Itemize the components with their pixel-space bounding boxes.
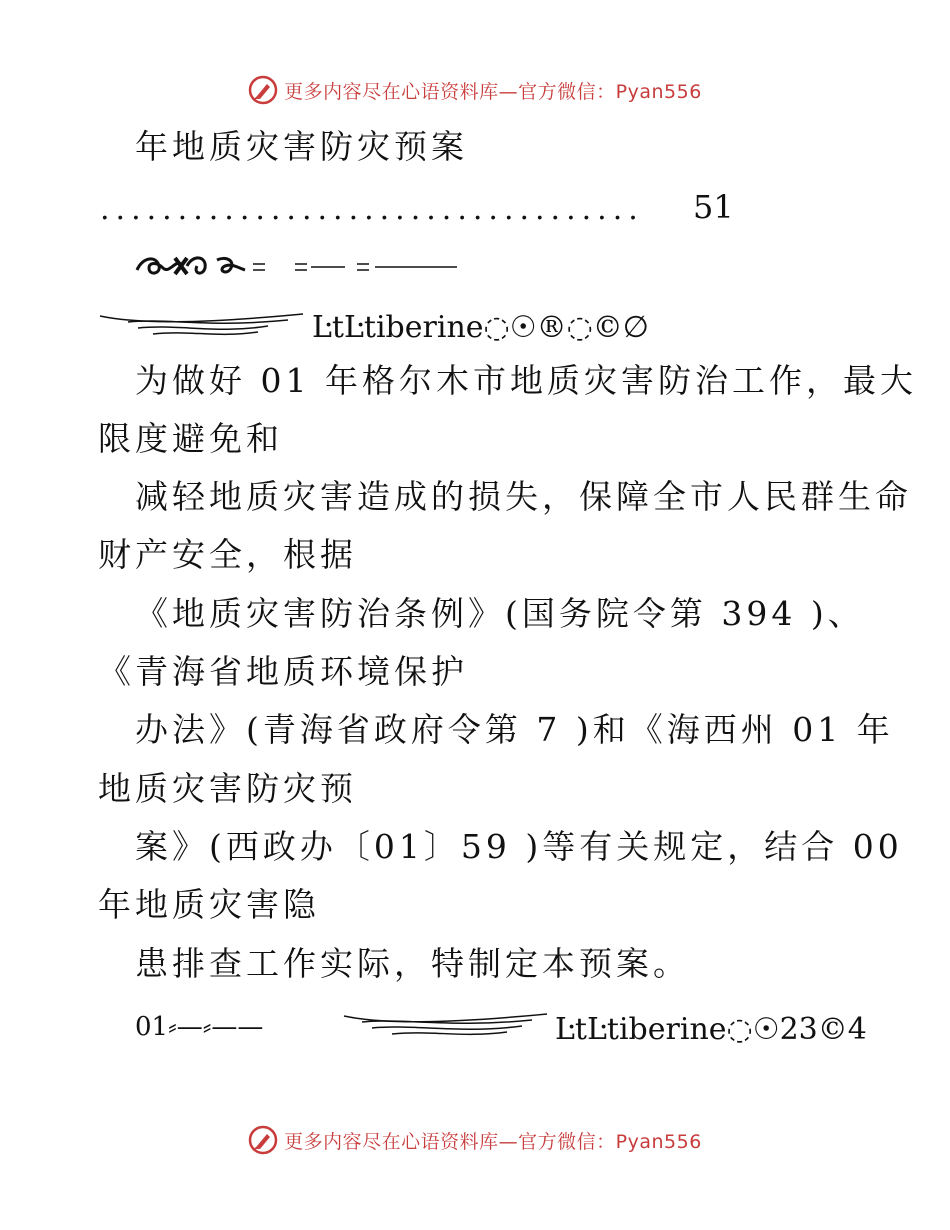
body-line-5: 《地质灾害防治条例》(国务院令第 394 )、 xyxy=(135,594,865,633)
pen-logo-icon xyxy=(248,1125,278,1155)
body-line-3: 减轻地质灾害造成的损失，保障全市人民群生命 xyxy=(135,477,912,516)
wave-ornament-2 xyxy=(342,1008,552,1048)
watermark-text: 更多内容尽在心语资料库—官方微信：Pyan556 xyxy=(284,1130,702,1153)
toc-title: 年地质灾害防灾预案 xyxy=(135,127,468,166)
body-line-6: 《青海省地质环境保护 xyxy=(98,652,468,691)
watermark-footer xyxy=(0,1120,950,1160)
body-line-9: 案》(西政办〔01〕59 )等有关规定，结合 00 xyxy=(135,827,903,866)
wave-lines-icon-2 xyxy=(342,1008,552,1044)
body-line-2: 限度避免和 xyxy=(98,419,283,458)
ornament-prefix-text: 01⸗—⸗—— xyxy=(135,1012,264,1042)
watermark-text: 更多内容尽在心语资料库—官方微信：Pyan556 xyxy=(284,80,702,103)
body-line-7: 办法》(青海省政府令第 7 )和《海西州 01 年 xyxy=(135,710,894,749)
symbol-run-1: ĿtĿtiberine◌☉®◌©∅ xyxy=(312,310,649,345)
pen-logo-icon xyxy=(248,75,278,105)
body-line-8: 地质灾害防灾预 xyxy=(98,769,357,808)
body-line-10: 年地质灾害隐 xyxy=(98,885,320,924)
body-line-4: 财产安全，根据 xyxy=(98,535,357,574)
symbol-run-2: ĿtĿtiberine◌☉23©4 xyxy=(555,1012,867,1047)
toc-page-number: 51 xyxy=(693,188,734,226)
wave-lines-icon xyxy=(98,306,308,342)
wave-ornament xyxy=(98,306,308,346)
body-line-11: 患排查工作实际，特制定本预案。 xyxy=(135,944,690,983)
watermark-header xyxy=(0,70,950,110)
ornament-prefix xyxy=(135,1012,263,1042)
flourish-icon xyxy=(135,248,465,284)
body-line-1: 为做好 01 年格尔木市地质灾害防治工作，最大 xyxy=(135,361,917,400)
toc-leader: ................................... xyxy=(100,192,644,227)
flourish-ornament xyxy=(135,248,465,288)
